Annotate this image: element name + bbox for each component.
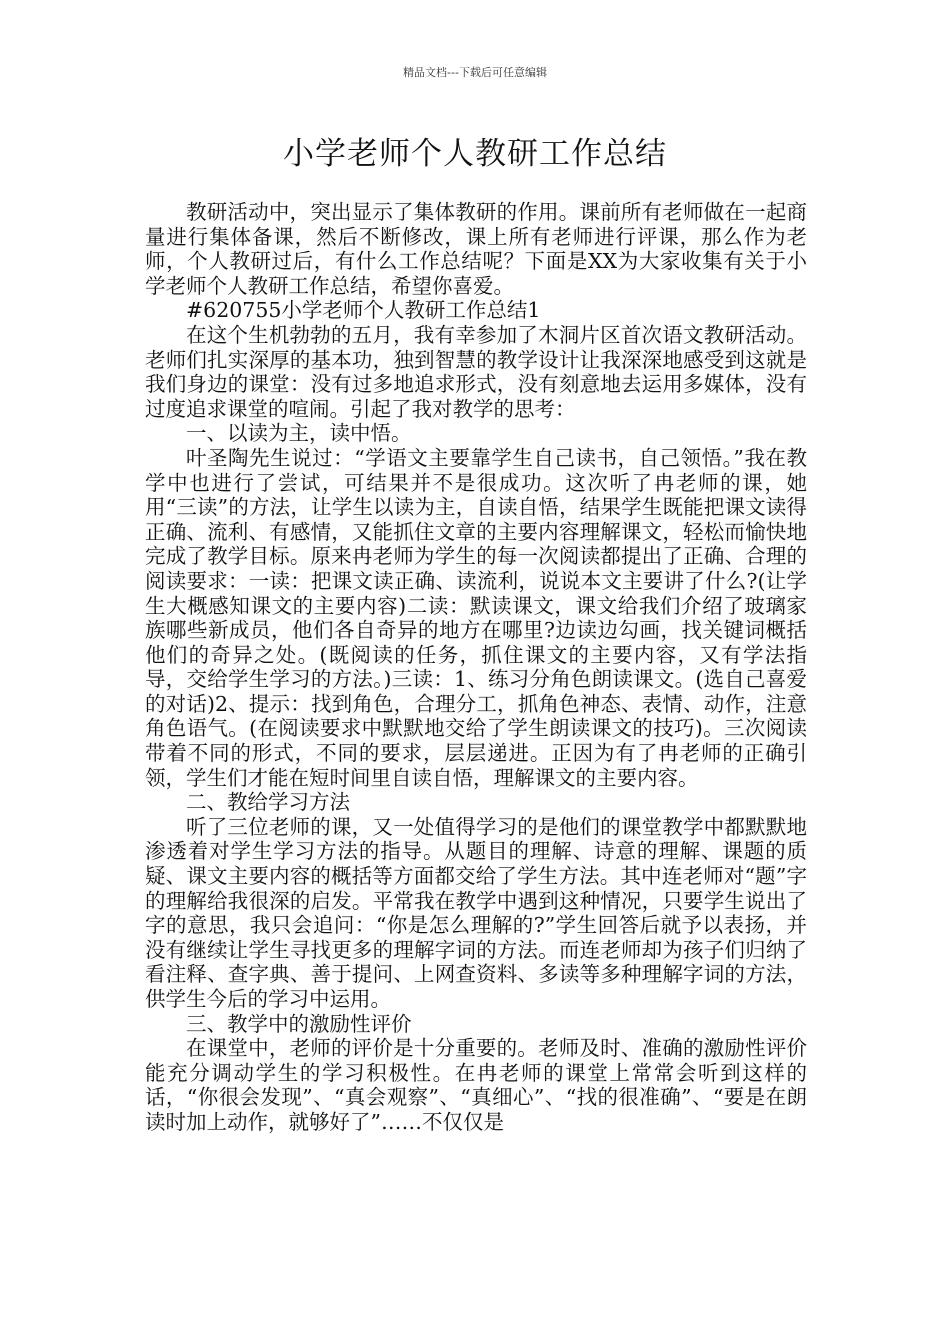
section-title-1: #620755小学老师个人教研工作总结1 bbox=[186, 298, 541, 323]
intro-paragraph: 教研活动中，突出显示了集体教研的作用。课前所有老师做在一起商量进行集体备课，然后不断修改，课上所有老师进行评课，那么作为老师，个人教研过后，有什么工作总结呢？下面是XX为大家收集有关于小学老师个人教研工作总结，希望你喜爱。 bbox=[145, 200, 807, 298]
subheading-evaluation: 三、教学中的激励性评价 bbox=[186, 1011, 412, 1036]
document-title: 小学老师个人教研工作总结 bbox=[283, 136, 667, 172]
body-paragraph: 听了三位老师的课，又一处值得学习的是他们的课堂教学中都默默地渗透着对学生学习方法的指导。从题目的理解、诗意的理解、课题的质疑、课文主要内容的概括等方面都交给了学生方法。其中连老师对“题”字的理解给我很深的启发。平常我在教学中遇到这种情况，只要学生说出了字的意思，我只会追问：“你是怎么理解的?”学生回答后就予以表扬，并没有继续让学生寻找更多的理解字词的方法。而连老师却为孩子们归纳了看注释、查字典、善于提问、上网查资料、多读等多种理解字词的方法，供学生今后的学习中运用。 bbox=[145, 814, 807, 1011]
subheading-reading: 一、以读为主，读中悟。 bbox=[186, 421, 412, 446]
header-note: 精品文档---下载后可任意编辑 bbox=[403, 66, 547, 79]
body-paragraph: 在这个生机勃勃的五月，我有幸参加了木洞片区首次语文教研活动。老师们扎实深厚的基本功，独到智慧的教学设计让我深深地感受到这就是我们身边的课堂：没有过多地追求形式，没有刻意地去运用多媒体，没有过度追求课堂的喧闹。引起了我对教学的思考： bbox=[145, 322, 807, 421]
body-paragraph: 在课堂中，老师的评价是十分重要的。老师及时、准确的激励性评价能充分调动学生的学习积极性。在冉老师的课堂上常常会听到这样的话，“你很会发现”、“真会观察”、“真细心”、“找的很准确”、“要是在朗读时加上动作，就够好了”……不仅仅是 bbox=[145, 1036, 807, 1134]
subheading-methods: 二、教给学习方法 bbox=[186, 790, 350, 815]
body-paragraph: 叶圣陶先生说过：“学语文主要靠学生自己读书，自己领悟。”我在教学中也进行了尝试，可结果并不是很成功。这次听了冉老师的课，她用“三读”的方法，让学生以读为主，自读自悟，结果学生既能把课文读得正确、流利、有感情，又能抓住文章的主要内容理解课文，轻松而愉快地完成了教学目标。原来冉老师为学生的每一次阅读都提出了正确、合理的阅读要求：一读：把课文读正确、读流利，说说本文主要讲了什么?(让学生大概感知课文的主要内容)二读：默读课文，课文给我们介绍了玻璃家族哪些新成员，他们各自奇异的地方在哪里?边读边勾画，找关键词概括他们的奇异之处。(既阅读的任务，抓住课文的主要内容，又有学法指导，交给学生学习的方法。)三读：1、练习分角色朗读课文。(选自己喜爱的对话)2、提示：找到角色，合理分工，抓角色神态、表情、动作，注意角色语气。(在阅读要求中默默地交给了学生朗读课文的技巧)。三次阅读带着不同的形式，不同的要求，层层递进。正因为有了冉老师的正确引领，学生们才能在短时间里自读自悟，理解课文的主要内容。 bbox=[145, 445, 807, 790]
document-body bbox=[145, 200, 807, 1135]
